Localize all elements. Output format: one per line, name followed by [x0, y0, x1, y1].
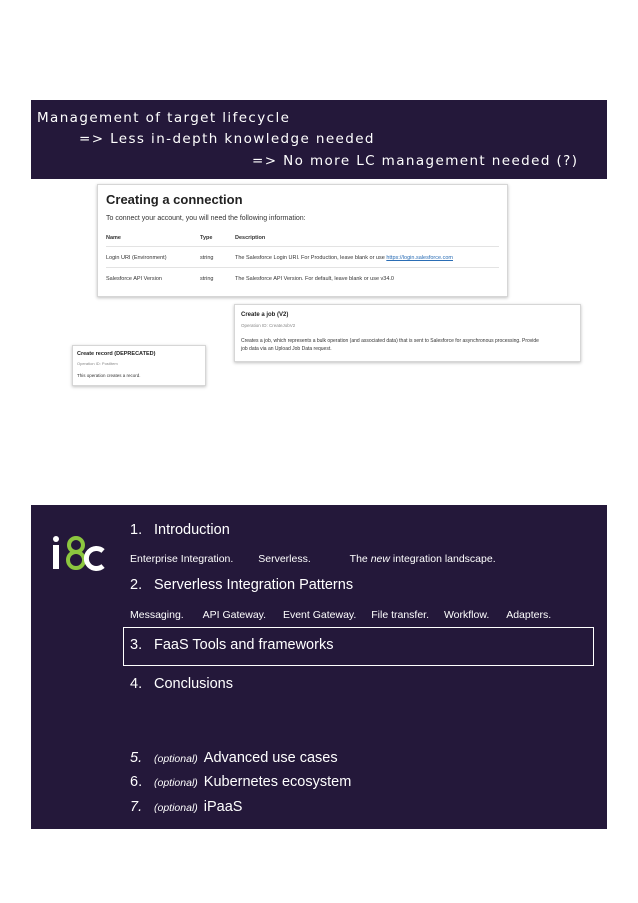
agenda-item-1-label: Introduction — [154, 522, 230, 538]
i8c-logo — [49, 533, 107, 573]
agenda-item-6-number: 6. — [130, 774, 143, 790]
create-job-desc-1: Creates a job, which represents a bulk operation (and associated data) that is sent to Salesforce for asynchronous processing. Provide — [241, 338, 539, 344]
agenda-item-1 — [130, 522, 230, 538]
sub2-event-gateway: Event Gateway. — [282, 609, 357, 621]
agenda-item-6-optional: (optional) — [154, 777, 198, 789]
sub2-adapters: Adapters. — [506, 609, 552, 621]
create-job-card — [234, 304, 581, 362]
row1-type: string — [200, 255, 214, 261]
create-job-operation-id: Operation ID: CreateJobV2 — [241, 323, 296, 328]
agenda-item-4-number: 4. — [130, 676, 143, 692]
banner-line-1: Management of target lifecycle — [37, 110, 291, 126]
agenda-item-5-optional: (optional) — [154, 753, 198, 765]
header-divider — [106, 246, 499, 247]
create-record-card — [72, 345, 206, 386]
banner-line-3: => No more LC management needed (?) — [252, 153, 579, 169]
agenda-panel — [31, 505, 607, 829]
row1-description-text: The Salesforce Login URI. For Production, leave blank or use — [235, 255, 387, 261]
create-record-desc: This operation creates a record. — [77, 373, 141, 378]
sub2-workflow: Workflow. — [443, 609, 490, 621]
create-record-title: Create record (DEPRECATED) — [77, 351, 156, 357]
row2-type: string — [200, 276, 214, 282]
agenda-item-2-number: 2. — [130, 577, 143, 593]
lifecycle-banner — [31, 100, 607, 179]
agenda-item-6-label: Kubernetes ecosystem — [203, 774, 352, 790]
agenda-item-7-number: 7. — [130, 799, 143, 815]
agenda-sub-2 — [130, 609, 551, 621]
agenda-item-2-label: Serverless Integration Patterns — [154, 577, 354, 593]
sub2-messaging: Messaging. — [130, 609, 184, 621]
agenda-item-4 — [130, 676, 233, 692]
sub1-enterprise: Enterprise Integration. — [130, 553, 234, 565]
sub2-file-transfer: File transfer. — [371, 609, 430, 621]
agenda-item-5 — [130, 750, 338, 766]
sub1-serverless: Serverless. — [258, 553, 311, 565]
header-name: Name — [106, 235, 121, 241]
create-job-desc-2: job data via an Upload Job Data request. — [241, 346, 332, 352]
agenda-item-6 — [130, 774, 351, 790]
agenda-item-3 — [130, 637, 333, 653]
row2-description: The Salesforce API Version. For default, leave blank or use v34.0 — [235, 276, 394, 282]
header-description: Description — [235, 235, 266, 241]
agenda-item-7-optional: (optional) — [154, 802, 198, 814]
agenda-item-7-label: iPaaS — [203, 799, 243, 815]
row2-name: Salesforce API Version — [106, 276, 162, 282]
agenda-item-7 — [130, 799, 242, 815]
sub2-api-gateway: API Gateway. — [202, 609, 267, 621]
row1-description — [235, 255, 453, 261]
create-job-title: Create a job (V2) — [241, 312, 289, 318]
sub1-landscape-em: new — [370, 553, 390, 565]
create-record-operation-id: Operation ID: PostItem — [77, 361, 118, 366]
agenda-item-2 — [130, 577, 353, 593]
agenda-item-3-label: FaaS Tools and frameworks — [154, 637, 334, 653]
agenda-sub-1 — [130, 553, 496, 565]
agenda-item-3-number: 3. — [130, 637, 143, 653]
banner-line-2: => Less in-depth knowledge needed — [79, 131, 375, 147]
connection-card — [97, 184, 508, 297]
agenda-item-1-number: 1. — [130, 522, 143, 538]
salesforce-login-link[interactable]: https://login.salesforce.com — [386, 255, 453, 261]
agenda-item-5-label: Advanced use cases — [203, 750, 338, 766]
sub1-landscape-post: integration landscape. — [389, 553, 496, 565]
sub1-landscape-pre: The — [349, 553, 371, 565]
header-type: Type — [200, 235, 213, 241]
agenda-item-4-label: Conclusions — [154, 676, 233, 692]
row-divider — [106, 267, 499, 268]
row1-name: Login URI (Environment) — [106, 255, 167, 261]
connection-title: Creating a connection — [106, 192, 243, 207]
agenda-item-5-number: 5. — [130, 750, 143, 766]
sub1-landscape — [350, 553, 496, 565]
connection-subtitle: To connect your account, you will need the following information: — [106, 215, 306, 222]
